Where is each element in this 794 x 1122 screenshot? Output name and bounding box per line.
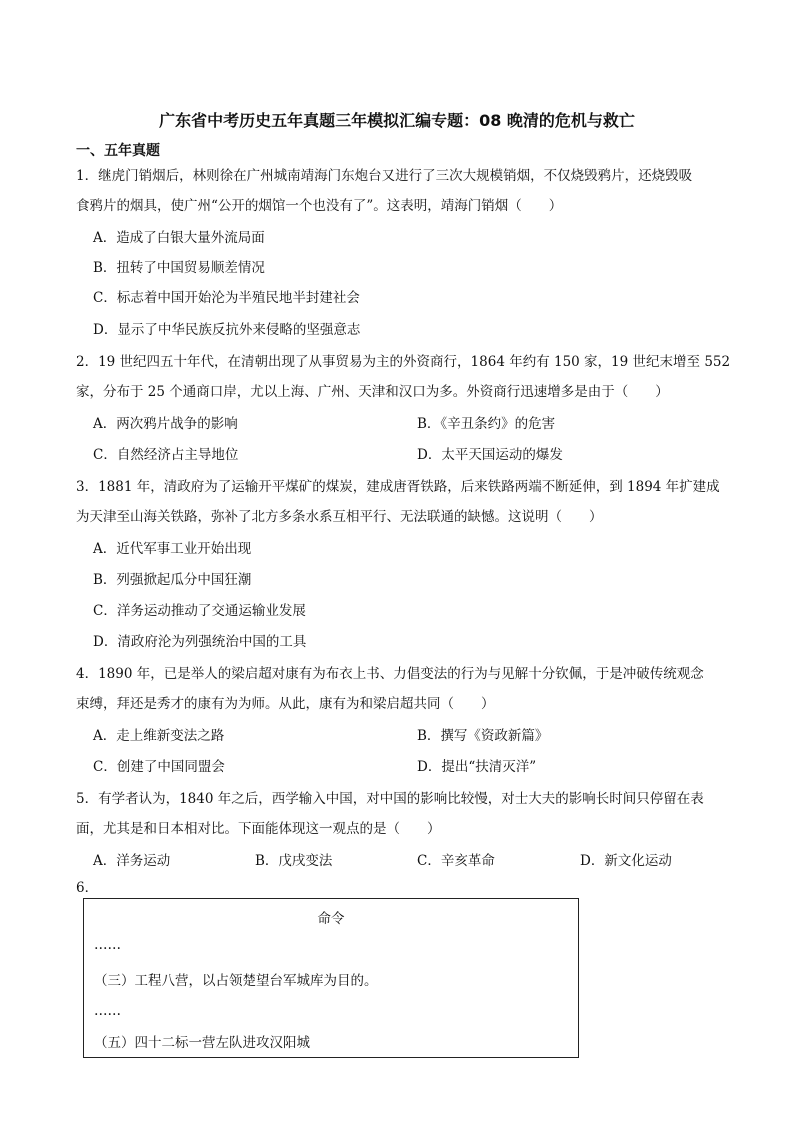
q2-option-d: D．太平天国运动的爆发 <box>417 447 563 463</box>
q6-item-3: （三）工程八营，以占领楚望台军城库为目的。 <box>94 973 378 989</box>
section-heading: 一、五年真题 <box>76 143 160 159</box>
q1-option-b: B．扭转了中国贸易顺差情况 <box>93 260 265 276</box>
q3-option-a: A．近代军事工业开始出现 <box>93 541 252 557</box>
q5-option-c: C．辛亥革命 <box>417 853 495 869</box>
q2-option-c: C．自然经济占主导地位 <box>93 447 239 463</box>
q6-number: 6． <box>76 880 99 896</box>
q1-option-c: C．标志着中国开始沦为半殖民地半封建社会 <box>93 290 360 306</box>
q4-option-d: D．提出“扶清灭洋” <box>417 759 537 775</box>
page-title: 广东省中考历史五年真题三年模拟汇编专题：08 晚清的危机与救亡 <box>159 111 635 130</box>
q3-option-b: B．列强掀起瓜分中国狂潮 <box>93 572 252 588</box>
q5-option-a: A．洋务运动 <box>93 853 171 869</box>
q4-stem-line2: 束缚，拜还是秀才的康有为为师。从此，康有为和梁启超共同（ ） <box>76 696 495 712</box>
q5-option-d: D．新文化运动 <box>580 853 672 869</box>
q5-option-b: B．戊戌变法 <box>255 853 333 869</box>
q3-option-d: D．清政府沦为列强统治中国的工具 <box>93 634 307 650</box>
q6-box-title: 命令 <box>317 911 345 927</box>
q3-stem-line1: 3．1881 年，清政府为了运输开平煤矿的煤炭，建成唐胥铁路，后来铁路两端不断延伸，到 1894 年扩建成 <box>76 479 720 495</box>
q2-option-b: B．《辛丑条约》的危害 <box>417 416 556 432</box>
q4-option-c: C．创建了中国同盟会 <box>93 759 225 775</box>
q2-option-a: A．两次鸦片战争的影响 <box>93 416 238 432</box>
q5-stem-line2: 面，尤其是和日本相对比。下面能体现这一观点的是（ ） <box>76 821 441 837</box>
q1-stem-line2: 食鸦片的烟具，使广州“公开的烟馆一个也没有了”。这表明，靖海门销烟（ ） <box>76 198 563 214</box>
q3-stem-line2: 为天津至山海关铁路，弥补了北方多条水系互相平行、无法联通的缺憾。这说明（ ） <box>76 509 603 525</box>
q6-ellipsis-2: …… <box>94 1003 121 1019</box>
q4-option-b: B．撰写《资政新篇》 <box>417 728 549 744</box>
q5-stem-line1: 5．有学者认为，1840 年之后，西学输入中国，对中国的影响比较慢，对士大夫的影响长时间只停留在表 <box>76 791 704 807</box>
q2-stem-line2: 家，分布于 25 个通商口岸，尤以上海、广州、天津和汉口为多。外资商行迅速增多是由于（ ） <box>76 384 669 400</box>
q6-ellipsis-1: …… <box>94 937 121 953</box>
q4-option-a: A．走上维新变法之路 <box>93 728 225 744</box>
q1-option-d: D．显示了中华民族反抗外来侵略的坚强意志 <box>93 322 361 338</box>
q2-stem-line1: 2．19 世纪四五十年代，在清朝出现了从事贸易为主的外资商行，1864 年约有 150 家，19 世纪末增至 552 <box>76 354 731 370</box>
q4-stem-line1: 4．1890 年，已是举人的梁启超对康有为布衣上书、力倡变法的行为与见解十分钦佩，于是冲破传统观念 <box>76 666 704 682</box>
q1-stem-line1: 1．继虎门销烟后，林则徐在广州城南靖海门东炮台又进行了三次大规模销烟，不仅烧毁鸦片，还烧毁吸 <box>76 168 693 184</box>
q6-source-box <box>83 898 579 1058</box>
q6-item-5: （五）四十二标一营左队进攻汉阳城 <box>94 1035 310 1051</box>
q3-option-c: C．洋务运动推动了交通运输业发展 <box>93 603 306 619</box>
q1-option-a: A．造成了白银大量外流局面 <box>93 230 265 246</box>
